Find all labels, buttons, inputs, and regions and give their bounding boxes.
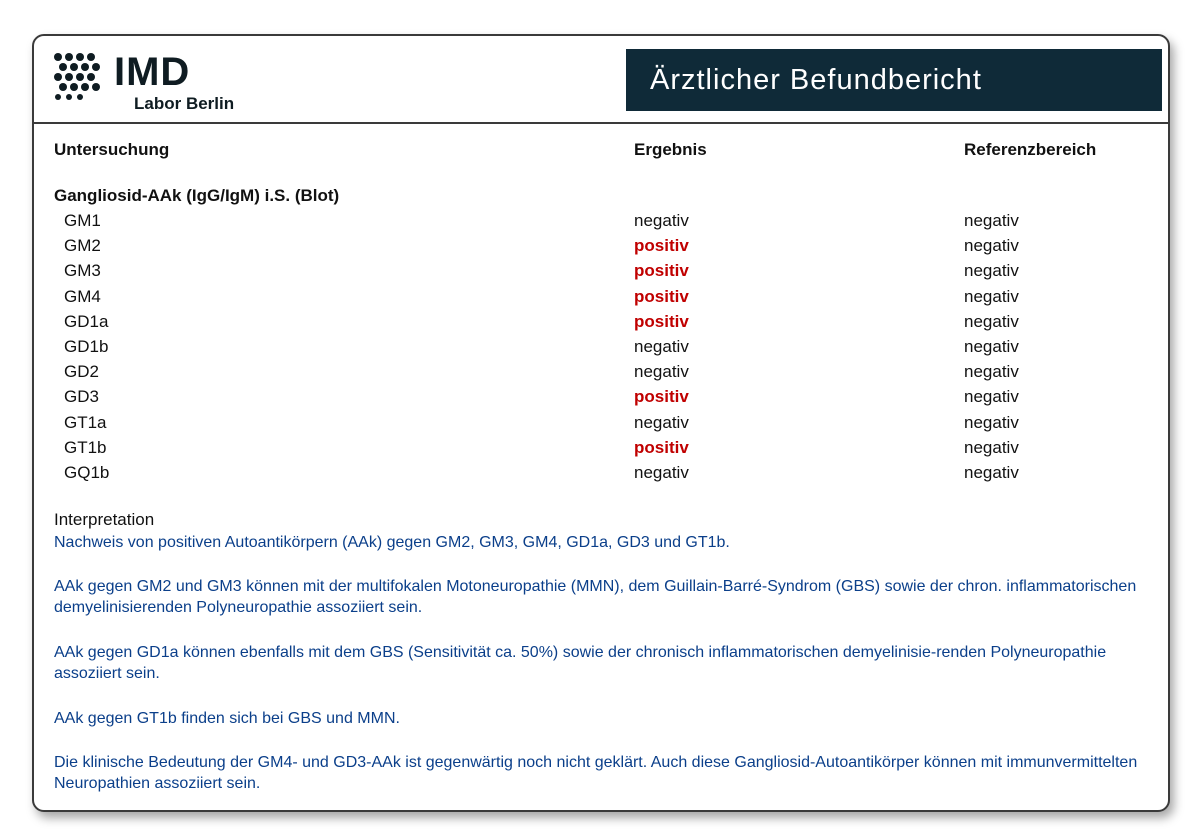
- table-row: [34, 435, 1168, 460]
- report-title: Ärztlicher Befundbericht: [626, 49, 1162, 111]
- test-name: GD1b: [64, 337, 109, 356]
- table-row: [34, 460, 1168, 485]
- reference-range: negativ: [964, 437, 1019, 457]
- reference-range: negativ: [964, 311, 1019, 331]
- test-result: negativ: [634, 463, 689, 482]
- test-result: positiv: [634, 261, 689, 281]
- logo-main-text: IMD: [114, 50, 191, 94]
- column-header-result: Ergebnis: [634, 140, 707, 159]
- reference-range: negativ: [964, 387, 1019, 407]
- test-name: GT1a: [64, 412, 107, 432]
- table-row: [34, 284, 1168, 309]
- reference-range: negativ: [964, 412, 1019, 432]
- test-name: GM2: [64, 236, 101, 256]
- test-result: negativ: [634, 412, 689, 432]
- table-row: [34, 258, 1168, 283]
- test-result: negativ: [634, 211, 689, 230]
- test-result: negativ: [634, 337, 689, 356]
- test-result: positiv: [634, 286, 689, 306]
- interpretation-label: Interpretation: [54, 510, 155, 529]
- interpretation-paragraph-4: AAk gegen GT1b finden sich bei GBS und MMN.: [54, 710, 400, 727]
- table-row: [34, 233, 1168, 258]
- dots-logo-icon: [52, 52, 106, 100]
- column-header-reference: Referenzbereich: [964, 140, 1097, 159]
- column-header-test: Untersuchung: [54, 140, 170, 159]
- test-name: GD3: [64, 387, 99, 407]
- test-name: GM1: [64, 211, 101, 230]
- report-card: [32, 34, 1170, 812]
- test-name: GD2: [64, 362, 99, 382]
- test-result: positiv: [634, 311, 689, 331]
- reference-range: negativ: [964, 362, 1019, 382]
- test-name: GD1a: [64, 311, 109, 331]
- reference-range: negativ: [964, 286, 1019, 306]
- interpretation-paragraph-1: Nachweis von positiven Autoantikörpern (AAk) gegen GM2, GM3, GM4, GD1a, GD3 und GT1b.: [54, 534, 730, 551]
- table-row: [34, 208, 1168, 233]
- section-title: Gangliosid-AAk (IgG/IgM) i.S. (Blot): [54, 186, 340, 205]
- table-row: [34, 334, 1168, 359]
- test-name: GM3: [64, 261, 101, 281]
- table-row: [34, 309, 1168, 334]
- test-name: GQ1b: [64, 463, 110, 482]
- test-result: negativ: [634, 362, 689, 382]
- reference-range: negativ: [964, 261, 1019, 281]
- test-name: GT1b: [64, 437, 107, 457]
- reference-range: negativ: [964, 337, 1019, 356]
- table-row: [34, 410, 1168, 435]
- logo-sub-text: Labor Berlin: [134, 94, 235, 113]
- table-row: [34, 359, 1168, 384]
- lab-logo: [52, 50, 272, 120]
- interpretation-paragraph-5: Die klinische Bedeutung der GM4- und GD3-AAk ist gegenwärtig noch nicht geklärt. Auch diese Gangliosid-Autoantikörper können mit immunvermittelten Neuropathien assoziiert sein.: [54, 754, 1138, 792]
- reference-range: negativ: [964, 236, 1019, 256]
- test-result: positiv: [634, 387, 689, 407]
- test-result: positiv: [634, 437, 689, 457]
- interpretation-paragraph-3: AAk gegen GD1a können ebenfalls mit dem GBS (Sensitivität ca. 50%) sowie der chronisch inflammatorischen demyelinisie-renden Polyneuropathie assoziiert sein.: [54, 644, 1107, 682]
- test-name: GM4: [64, 286, 101, 306]
- reference-range: negativ: [964, 211, 1019, 230]
- interpretation-paragraph-2: AAk gegen GM2 und GM3 können mit der multifokalen Motoneuropathie (MMN), dem Guillain-Barré-Syndrom (GBS) sowie der chron. inflammatorischen demyelinisierenden Polyneuropathie assoziiert sein.: [54, 578, 1137, 616]
- reference-range: negativ: [964, 463, 1019, 482]
- test-result: positiv: [634, 236, 689, 256]
- report-header: [34, 36, 1168, 124]
- table-row: [34, 384, 1168, 409]
